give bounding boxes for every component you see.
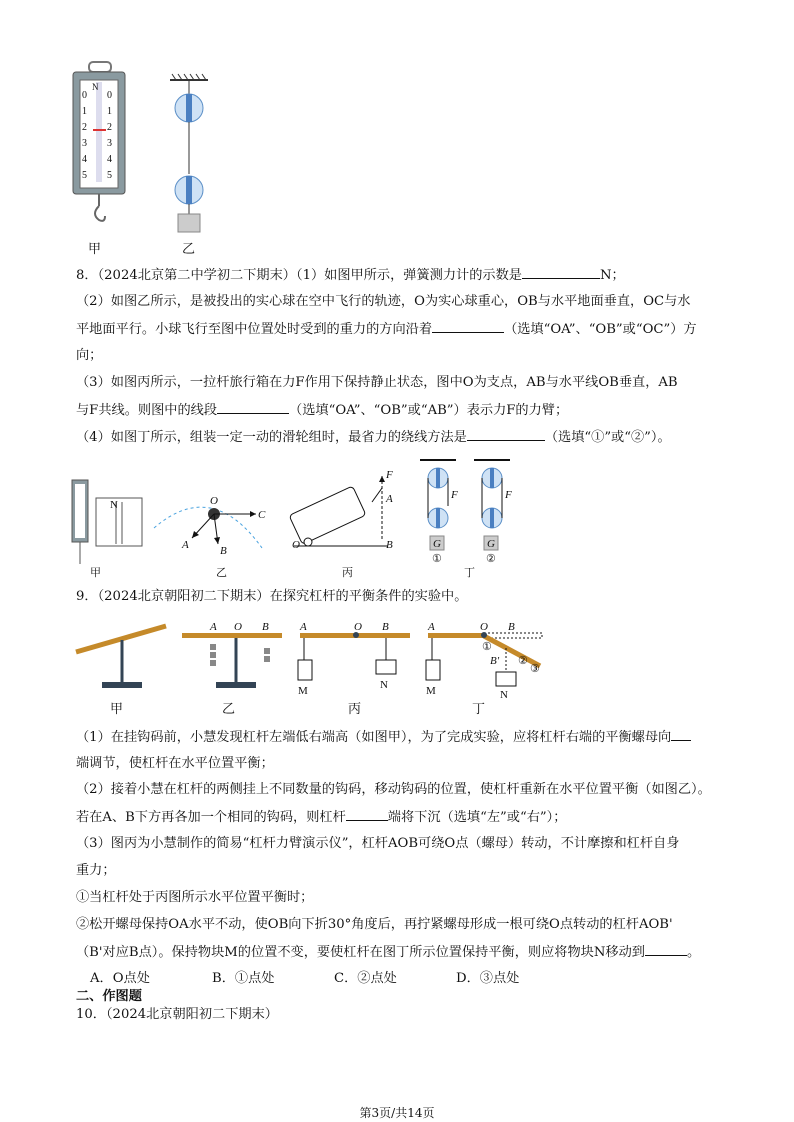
q8-F2: F (505, 489, 512, 501)
scale-right-numbers: 0 1 2 3 4 5 (107, 90, 112, 181)
q8-blank-2[interactable] (432, 320, 504, 333)
caption-q8-yi: 乙 (216, 566, 227, 579)
q9-ding-B: B (508, 621, 515, 633)
caption-q8-jia: 甲 (90, 566, 101, 579)
q8-suitcase-O: O (292, 539, 300, 551)
q8-G1: G (433, 538, 441, 550)
figure-q9 (72, 612, 552, 716)
page-footer: 第3页/共14页 (359, 1106, 435, 1120)
spring-scale-jia (70, 60, 130, 240)
q9-p1b: 端调节，使杠杆在水平位置平衡； (76, 756, 274, 771)
q8-spring-scale (66, 468, 146, 578)
q9-blank-1[interactable] (671, 728, 691, 741)
q9-bing-B: B (382, 621, 389, 633)
q8-pulleys (416, 456, 526, 566)
q9-option-a[interactable]: A．O点处 (90, 971, 150, 986)
q9-line1: 9．（2024北京朝阳初二下期末）在探究杠杆的平衡条件的实验中。 (76, 589, 468, 604)
q9-ding-O: O (480, 621, 488, 633)
q9-bing-A: A (300, 621, 307, 633)
q9-ding-c1: ① (482, 641, 492, 653)
q8-blank-1[interactable] (522, 266, 600, 279)
q9-ding-M: M (426, 685, 436, 697)
caption-q8-ding: 丁 (464, 566, 475, 579)
q8-F1: F (451, 489, 458, 501)
caption-q9-jia: 甲 (110, 702, 124, 717)
q9-yi-B: B (262, 621, 269, 633)
caption-q8-bing: 丙 (342, 566, 353, 579)
q9-p6: （B'对应B点）。保持物块M的位置不变，要使杠杆在图丁所示位置保持平衡，则应将物块N移动到 。 (76, 945, 701, 960)
q9-yi-O: O (234, 621, 242, 633)
q8-line1: 8．（2024北京第二中学初二下期末）（1）如图甲所示，弹簧测力计的示数是 N； (76, 268, 625, 283)
q8-circle-2: ② (486, 553, 496, 565)
q8-line5: （3）如图丙所示，一拉杆旅行箱在力F作用下保持静止状态，图中O为支点，AB与水平线OB垂直，AB (76, 375, 678, 390)
q9-p3b: 重力； (76, 863, 116, 878)
figure-top (70, 60, 230, 260)
q9-option-c[interactable]: C．②点处 (334, 971, 397, 986)
q8-suitcase-B: B (386, 539, 393, 551)
q9-p1a: （1）在挂钩码前，小慧发现杠杆左端低右端高（如图甲），为了完成实验，应将杠杆右端的平衡螺母向 (76, 728, 691, 747)
figure-q8 (66, 468, 526, 580)
q9-lever-bing (296, 612, 416, 702)
q9-ding-Bp: B' (490, 655, 500, 667)
q8-circle-1: ① (432, 553, 442, 565)
q9-ding-N: N (500, 689, 508, 701)
q9-ding-c3: ③ (530, 663, 540, 675)
caption-q9-yi: 乙 (222, 702, 236, 717)
q9-lever-jia (72, 612, 172, 692)
q9-lever-ding (424, 612, 554, 702)
q8-line6: 与F共线。则图中的线段 （选填“OA”、“OB”或“AB”）表示力F的力臂； (76, 403, 569, 418)
q8-N-label: N (110, 499, 118, 511)
q9-ding-A: A (428, 621, 435, 633)
q8-line3: 平地面平行。小球飞行至图中位置处时受到的重力的方向沿着 （选填“OA”、“OB”或“OC”）方 (76, 322, 697, 337)
q8-suitcase-A: A (386, 493, 393, 505)
q8-G2: G (487, 538, 495, 550)
q9-p5: ②松开螺母保持OA水平不动，使OB向下折30°角度后，再拧紧螺母形成一根可绕O点转动的杠杆AOB' (76, 917, 673, 932)
q8-suitcase-F: F (386, 469, 393, 481)
q9-option-d[interactable]: D．③点处 (456, 971, 520, 986)
q9-yi-A: A (210, 621, 217, 633)
q9-p4: ①当杠杆处于丙图所示水平位置平衡时； (76, 890, 314, 905)
q9-ding-c2: ② (518, 655, 528, 667)
q8-line2: （2）如图乙所示，是被投出的实心球在空中飞行的轨迹，O为实心球重心，OB与水平地面垂直，OC与水 (76, 294, 691, 309)
q9-bing-N: N (380, 679, 388, 691)
scale-unit: N (92, 82, 99, 92)
q9-options (90, 970, 578, 988)
q9-p3a: （3）图丙为小慧制作的简易“杠杆力臂演示仪”，杠杆AOB可绕O点（螺母）转动，不计摩擦和杠杆自身 (76, 836, 680, 851)
q8-blank-4[interactable] (467, 428, 545, 441)
q8-line7: （4）如图丁所示，组装一定一动的滑轮组时，最省力的绕线方法是 （选填“①”或“②”）。 (76, 430, 671, 445)
q9-blank-2[interactable] (346, 808, 388, 821)
q8-ball-trajectory (152, 468, 272, 578)
q8-ball-C: C (258, 509, 266, 521)
q8-line4: 向； (76, 348, 103, 363)
caption-q9-ding: 丁 (472, 702, 486, 717)
q8-ball-A: A (182, 539, 189, 551)
q8-ball-B: B (220, 545, 227, 557)
q9-p2a: （2）接着小慧在杠杆的两侧挂上不同数量的钩码，移动钩码的位置，使杠杆重新在水平位置平衡（如图乙）。 (76, 782, 711, 797)
q9-option-b[interactable]: B．①点处 (212, 971, 275, 986)
section-2-heading: 二、作图题 (76, 989, 142, 1004)
caption-yi-top: 乙 (182, 242, 196, 257)
q9-lever-yi (178, 612, 288, 692)
scale-left-numbers: 0 1 2 3 4 5 (82, 90, 87, 181)
q9-bing-O: O (354, 621, 362, 633)
q8-suitcase (288, 468, 398, 578)
q9-blank-3[interactable] (645, 943, 687, 956)
q9-p2b: 若在A、B下方再各加一个相同的钩码，则杠杆 端将下沉（选填“左”或“右”）； (76, 810, 567, 825)
caption-q9-bing: 丙 (348, 702, 362, 717)
q10-line: 10．（2024北京朝阳初二下期末） (76, 1007, 278, 1022)
q9-bing-M: M (298, 685, 308, 697)
q8-blank-3[interactable] (217, 401, 289, 414)
caption-jia-top: 甲 (88, 242, 102, 257)
q8-ball-O: O (210, 495, 218, 507)
pulley-yi (162, 74, 222, 254)
